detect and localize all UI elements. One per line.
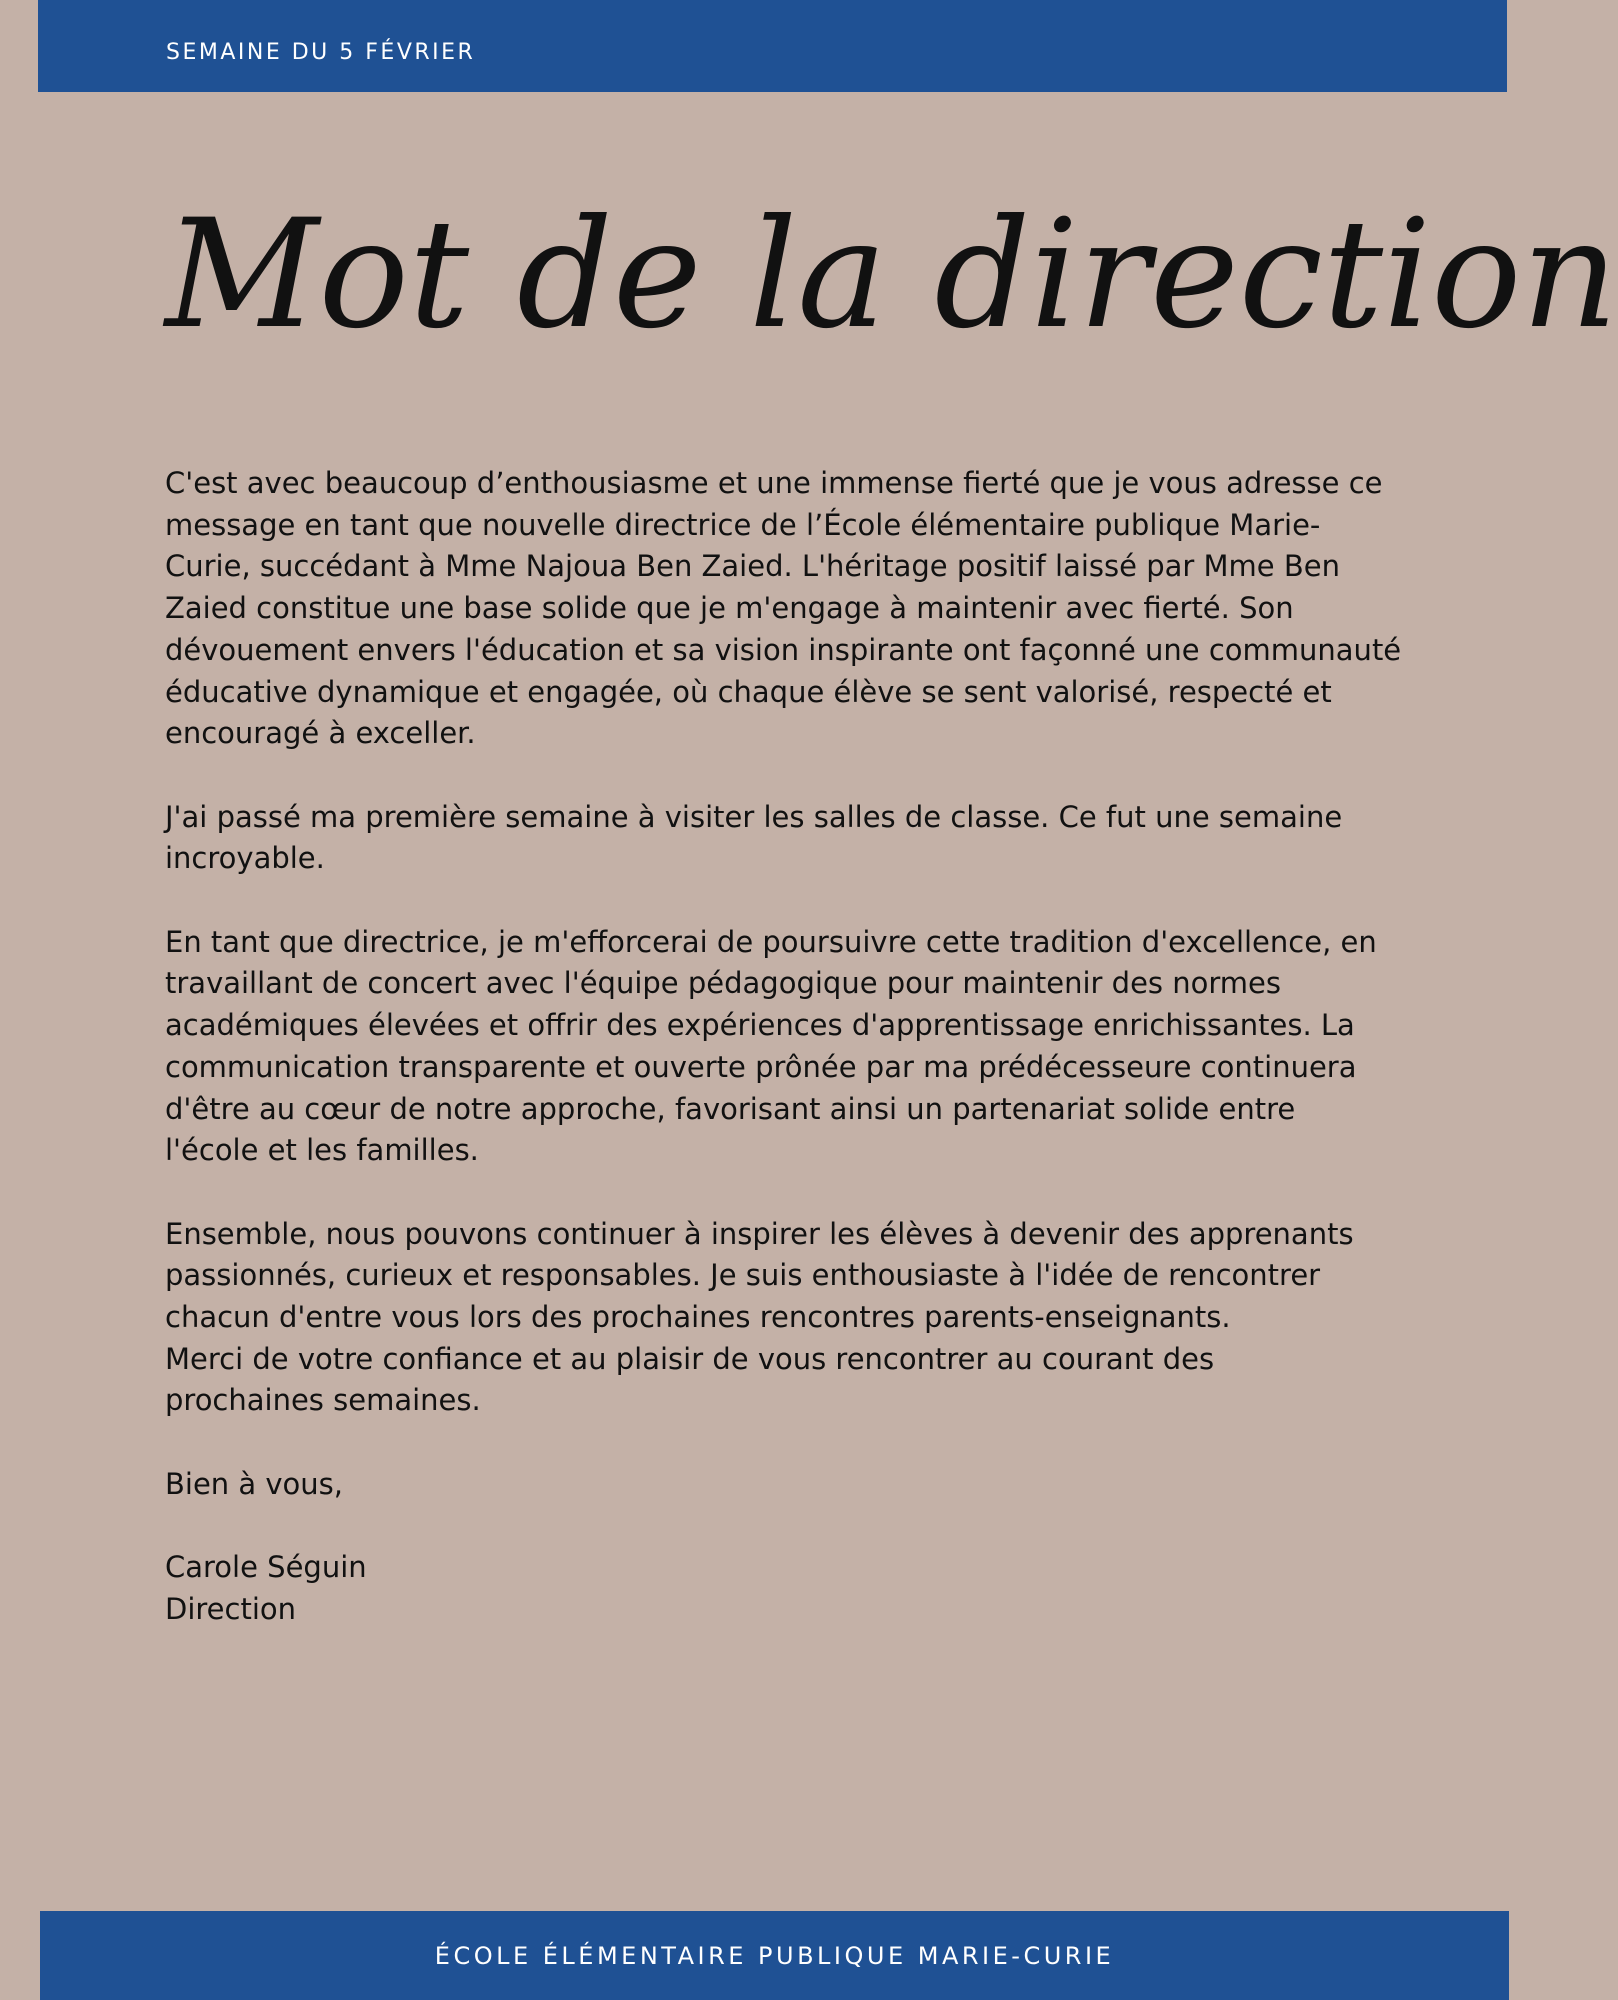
paragraph-4 bbox=[165, 1214, 1410, 1423]
paragraph-2 bbox=[165, 797, 1410, 880]
closing-salutation: Bien à vous, bbox=[165, 1466, 343, 1501]
text-line: chacun d'entre vous lors des prochaines rencontres parents-enseignants. bbox=[165, 1300, 1231, 1335]
text-line: encouragé à exceller. bbox=[165, 716, 476, 751]
text-line: travaillant de concert avec l'équipe pédagogique pour maintenir des normes bbox=[165, 966, 1281, 1001]
text-line: C'est avec beaucoup d’enthousiasme et une immense fierté que je vous adresse ce bbox=[165, 466, 1383, 500]
header-band bbox=[38, 0, 1507, 92]
text-line: communication transparente et ouverte prônée par ma prédécesseure continuera bbox=[165, 1049, 1357, 1084]
text-line: prochaines semaines. bbox=[165, 1383, 481, 1418]
text-line: message en tant que nouvelle directrice de l’École élémentaire publique Marie- bbox=[165, 507, 1321, 542]
text-line: Zaied constitue une base solide que je m'engage à maintenir avec fierté. Son bbox=[165, 591, 1294, 626]
school-name: ÉCOLE ÉLÉMENTAIRE PUBLIQUE MARIE-CURIE bbox=[434, 1941, 1115, 1970]
text-line: l'école et les familles. bbox=[165, 1133, 479, 1168]
text-line: Curie, succédant à Mme Najoua Ben Zaied. L'héritage positif laissé par Mme Ben bbox=[165, 549, 1340, 584]
text-line: Merci de votre confiance et au plaisir de vous rencontrer au courant des bbox=[165, 1341, 1215, 1376]
footer-band bbox=[40, 1911, 1509, 2000]
week-label: SEMAINE DU 5 FÉVRIER bbox=[166, 40, 476, 65]
text-line: éducative dynamique et engagée, où chaque élève se sent valorisé, respecté et bbox=[165, 674, 1332, 709]
text-line: J'ai passé ma première semaine à visiter les salles de classe. Ce fut une semaine bbox=[165, 799, 1343, 834]
paragraph-3 bbox=[165, 922, 1410, 1172]
signature-role: Direction bbox=[165, 1591, 297, 1626]
text-line: académiques élevées et offrir des expériences d'apprentissage enrichissantes. La bbox=[165, 1008, 1355, 1043]
text-line: En tant que directrice, je m'efforcerai de poursuivre cette tradition d'excellence, en bbox=[165, 924, 1377, 959]
signature-name: Carole Séguin bbox=[165, 1550, 367, 1585]
paragraph-1 bbox=[165, 463, 1410, 755]
text-line: Ensemble, nous pouvons continuer à inspirer les élèves à devenir des apprenants bbox=[165, 1216, 1354, 1251]
text-line: incroyable. bbox=[165, 841, 325, 876]
letter-body bbox=[165, 463, 1410, 1672]
text-line: dévouement envers l'éducation et sa vision inspirante ont façonné une communauté bbox=[165, 632, 1402, 667]
page-title: Mot de la direction bbox=[165, 188, 1618, 362]
text-line: passionnés, curieux et responsables. Je suis enthousiaste à l'idée de rencontrer bbox=[165, 1258, 1321, 1293]
text-line: d'être au cœur de notre approche, favorisant ainsi un partenariat solide entre bbox=[165, 1091, 1296, 1126]
signature-block bbox=[165, 1547, 1410, 1630]
